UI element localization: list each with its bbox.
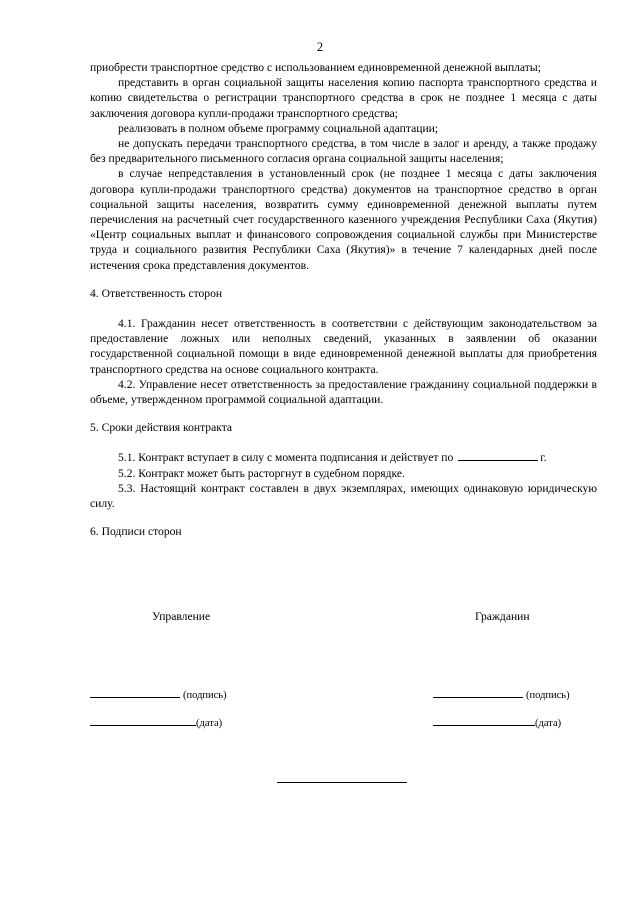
- signatures-block: [90, 610, 597, 746]
- right-signature-line[interactable]: [433, 697, 523, 698]
- document-body: [90, 60, 597, 554]
- left-date: [90, 718, 222, 729]
- clause-5-1-text: 5.1. Контракт вступает в силу с момента подписания и действует по: [118, 451, 454, 465]
- section-6-heading: 6. Подписи сторон: [90, 525, 182, 539]
- obligation-paragraph-2: представить в орган социальной защиты населения копию паспорта транспортного средства и копию свидетельства о регистрации транспортного средства в срок не позднее 1 месяца с даты заключения договора купли-продажи транспортного средства;: [90, 76, 597, 120]
- obligation-paragraph-5: в случае непредставления в установленный срок (не позднее 1 месяца с даты заключения договора купли-продажи транспортного средства) документов на транспортное средство в орган социальной защиты населения, возвратить сумму единовременной денежной выплаты путем перечисления на расчетный счет государственного казенного учреждения Республики Саха (Якутия) «Центр социальных выплат и финансового сопровождения социальной службы при Министерстве труда и социального развития Республики Саха (Якутия)» в течение 7 календарных дней после истечения срока представления документов.: [90, 167, 597, 272]
- right-date: [433, 718, 561, 729]
- left-date-line[interactable]: [90, 725, 196, 726]
- left-date-label: (дата): [196, 718, 223, 729]
- left-signature: [90, 690, 227, 701]
- left-party-title: Управление: [152, 610, 211, 623]
- right-date-line[interactable]: [433, 725, 535, 726]
- left-signature-label: (подпись): [183, 690, 227, 701]
- section-4-heading: 4. Ответственность сторон: [90, 286, 223, 300]
- year-suffix: г.: [540, 451, 547, 465]
- clause-4-2: 4.2. Управление несет ответственность за предоставление гражданину социальной поддержки в объеме, утвержденном программой социальной адаптации.: [90, 377, 597, 407]
- right-party-title: Гражданин: [475, 610, 530, 623]
- clause-5-2: 5.2. Контракт может быть расторгнут в судебном порядке.: [118, 466, 405, 480]
- obligation-paragraph-4: не допускать передачи транспортного средства, в том числе в залог и аренду, а также продажу без предварительного письменного согласия органа социальной защиты населения;: [90, 137, 597, 166]
- clause-4-1: 4.1. Гражданин несет ответственность в соответствии с действующим законодательством за предоставление ложных или неполных сведений, указанных в заявлении об оказании государственной социальной помощи в виде единовременной денежной выплаты для приобретения транспортного средства на основе социального контракта.: [90, 317, 597, 376]
- right-signature-label: (подпись): [526, 690, 570, 701]
- clause-5-3: 5.3. Настоящий контракт составлен в двух экземплярах, имеющих одинаковую юридическую силу.: [90, 481, 597, 511]
- section-5-heading: 5. Сроки действия контракта: [90, 421, 233, 435]
- obligation-paragraph-1: приобрести транспортное средство с использованием единовременной денежной выплаты;: [90, 61, 541, 74]
- left-signature-line[interactable]: [90, 697, 180, 698]
- right-date-label: (дата): [535, 718, 562, 729]
- obligation-paragraph-3: реализовать в полном объеме программу социальной адаптации;: [118, 121, 439, 135]
- right-signature: [433, 690, 570, 701]
- clause-5-1: [90, 450, 597, 465]
- bottom-separator-line: [277, 782, 407, 783]
- contract-end-date-field[interactable]: [458, 460, 538, 461]
- page-number: 2: [316, 40, 324, 54]
